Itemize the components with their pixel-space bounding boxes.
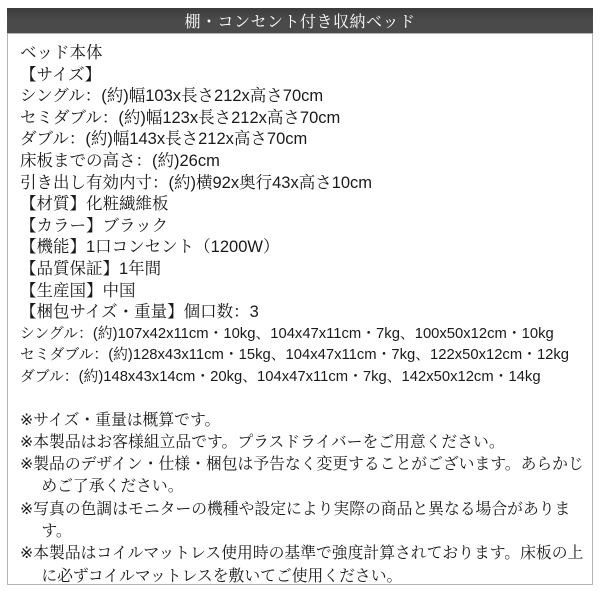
spec-list <box>20 43 584 324</box>
packing-size-list <box>20 324 584 389</box>
packing-size-line: シングル：(約)107x42x11cm・10kg、104x47x11cm・7kg、100x50x12cm・10kg <box>20 325 554 342</box>
page-title: 棚・コンセント付き収納ベッド <box>184 14 416 31</box>
spec-line: ダブル：(約)幅143x長さ212x高さ70cm <box>20 130 308 149</box>
spec-line: 【カラー】ブラック <box>20 216 169 235</box>
notes-list <box>20 410 584 586</box>
note-line: ※製品のデザイン・仕様・梱包は予告なく変更することがございます。あらかじめご了承ください。 <box>20 456 584 496</box>
note-line: ※サイズ・重量は概算です。 <box>20 411 221 429</box>
note-line: ※本製品はお客様組立品です。プラスドライバーをご用意ください。 <box>20 433 505 451</box>
spec-line: 【品質保証】1年間 <box>20 259 162 278</box>
spec-line: 【材質】化粧繊維板 <box>20 195 169 214</box>
packing-size-line: セミダブル：(約)128x43x11cm・15kg、104x47x11cm・7kg、122x50x12cm・12kg <box>20 347 570 364</box>
spec-line: 【生産国】中国 <box>20 281 136 300</box>
note-line: ※写真の色調はモニターの機種や設定により実際の商品と異なる場合があります。 <box>20 500 571 540</box>
packing-size-line: ダブル：(約)148x43x14cm・20kg、104x47x11cm・7kg、142x50x12cm・14kg <box>20 368 541 385</box>
spec-line: 【梱包サイズ・重量】個口数：3 <box>20 303 259 322</box>
spec-line: 【機能】1口コンセント（1200W） <box>20 238 280 257</box>
note-line: ※本製品はコイルマットレス使用時の基準で強度計算されております。床板の上に必ずコイルマットレスを敷いてご使用ください。 <box>20 545 584 585</box>
spec-line: ベッド本体 <box>20 44 103 62</box>
spec-line: セミダブル：(約)幅123x長さ212x高さ70cm <box>20 108 341 127</box>
spec-line: 【サイズ】 <box>20 65 102 84</box>
title-bar <box>7 8 593 33</box>
spec-line: 引き出し有効内寸：(約)横92x奥行43x高さ10cm <box>20 173 373 192</box>
spec-line: シングル：(約)幅103x長さ212x高さ70cm <box>20 87 324 106</box>
spec-content-box <box>7 33 593 585</box>
spec-line: 床板までの高さ：(約)26cm <box>20 151 220 170</box>
